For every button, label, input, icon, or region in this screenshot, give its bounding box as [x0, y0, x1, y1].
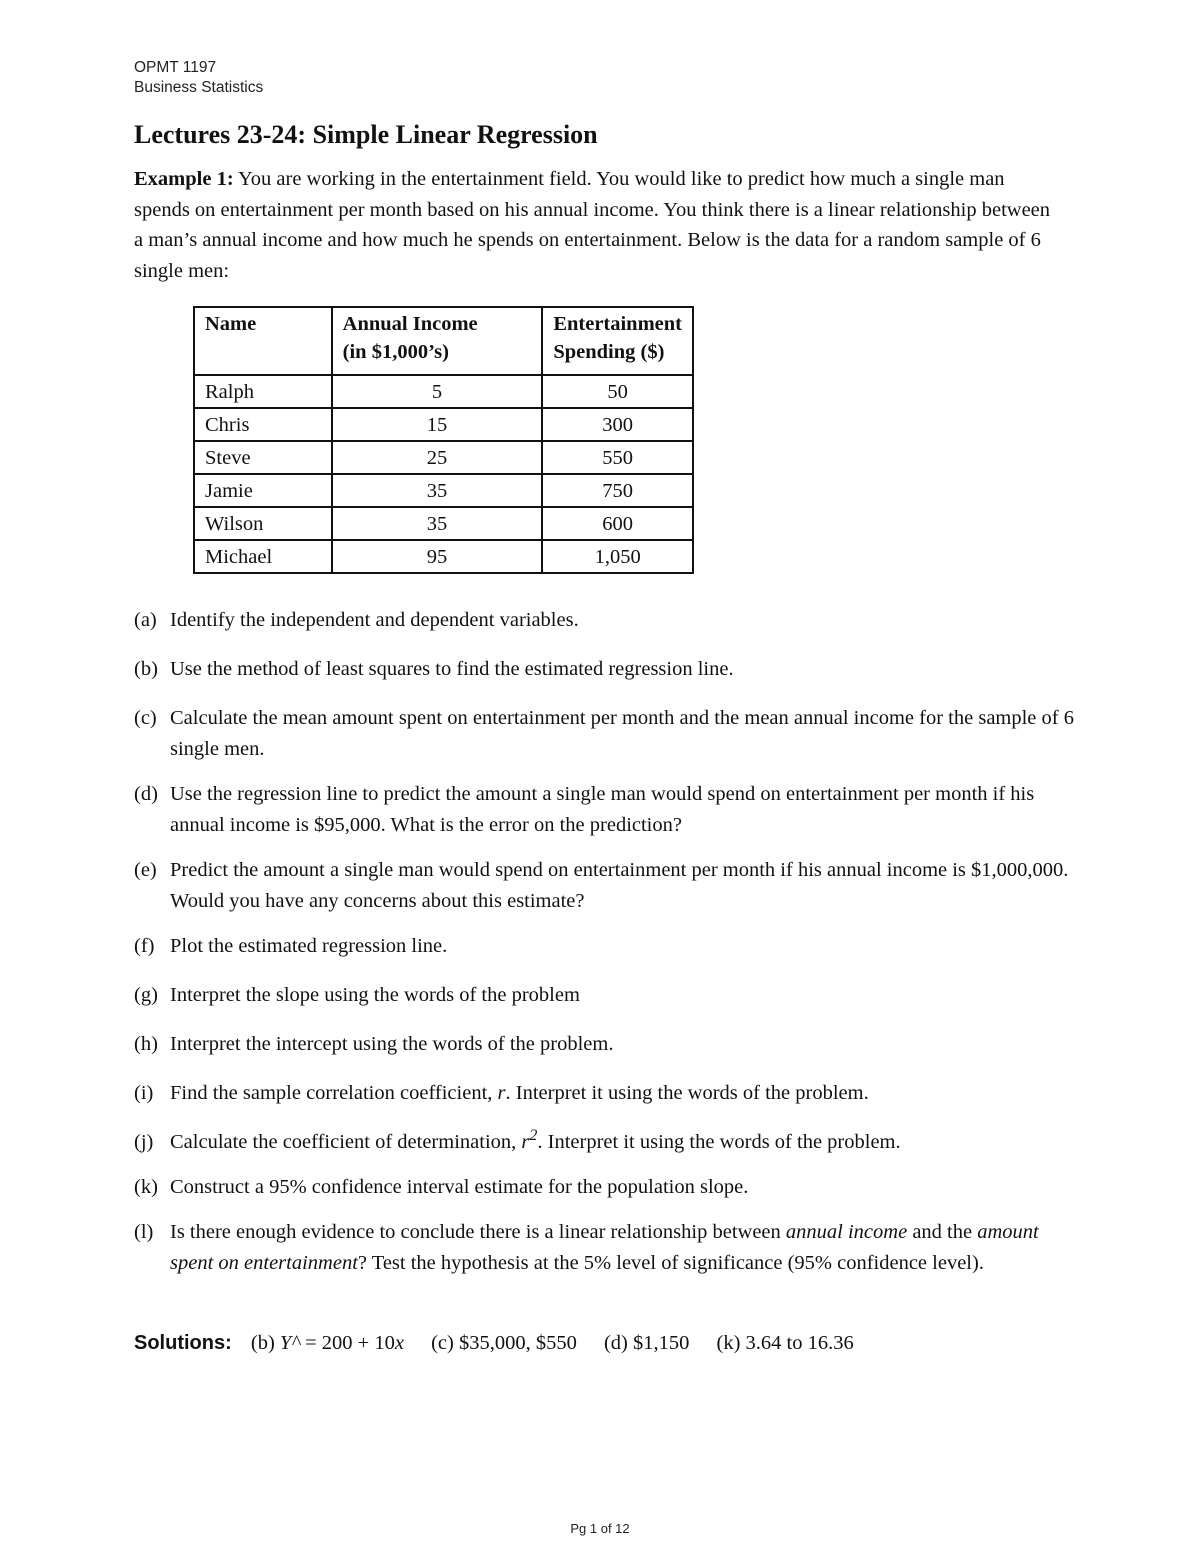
- question-l: [134, 1217, 1074, 1279]
- course-name: Business Statistics: [134, 79, 264, 96]
- header-name: Name: [194, 307, 332, 375]
- question-text: Plot the estimated regression line.: [170, 935, 448, 957]
- question-e: [134, 855, 1074, 917]
- question-k: [134, 1172, 1074, 1203]
- question-g: [134, 980, 1074, 1011]
- cell-spending: 600: [542, 507, 693, 540]
- question-label: (j): [134, 1131, 154, 1153]
- header-entertainment-spending: Entertainment Spending ($): [542, 307, 693, 375]
- question-list: [134, 605, 1074, 1297]
- question-text: Calculate the coefficient of determination, $r^2$. Interpret it using the words of the problem.: [170, 1127, 901, 1153]
- question-j: [134, 1127, 1074, 1158]
- cell-income: 95: [332, 540, 543, 573]
- variable-amount-spent: amount spent on entertainment: [170, 1221, 1039, 1274]
- cell-income: 35: [332, 507, 543, 540]
- cell-name: Wilson: [194, 507, 332, 540]
- question-f: [134, 931, 1074, 962]
- question-text: Identify the independent and dependent variables.: [170, 609, 579, 631]
- variable-r: r: [521, 1131, 530, 1153]
- variable-r: r: [497, 1082, 506, 1104]
- cell-spending: 1,050: [542, 540, 693, 573]
- question-label: (l): [134, 1221, 154, 1243]
- question-label: (a): [134, 609, 157, 631]
- variable-annual-income: annual income: [785, 1221, 908, 1243]
- question-label: (k): [134, 1176, 158, 1198]
- table-row: [194, 441, 693, 474]
- page-title: Lectures 23-24: Simple Linear Regression: [134, 120, 598, 149]
- cell-name: Michael: [194, 540, 332, 573]
- solution-d: (d) $1,150: [603, 1332, 690, 1354]
- question-a: [134, 605, 1074, 636]
- question-label: (i): [134, 1082, 154, 1104]
- solutions-line: [134, 1328, 876, 1358]
- cell-income: 25: [332, 441, 543, 474]
- question-text: Use the method of least squares to find the estimated regression line.: [170, 658, 734, 680]
- question-text: Construct a 95% confidence interval estimate for the population slope.: [170, 1176, 749, 1198]
- question-text: Interpret the intercept using the words of the problem.: [170, 1033, 614, 1055]
- example-intro: [134, 164, 1064, 286]
- question-label: (c): [134, 707, 157, 729]
- question-text: Is there enough evidence to conclude there is a linear relationship between annual income and the amount spent on entertainment? Test the hypothesis at the 5% level of significance (95% confidence level).: [170, 1221, 1039, 1274]
- table-row: [194, 474, 693, 507]
- solutions-label: Solutions:: [134, 1332, 232, 1354]
- cell-spending: 550: [542, 441, 693, 474]
- cell-income: 35: [332, 474, 543, 507]
- document-header: [134, 58, 263, 98]
- table-row: [194, 408, 693, 441]
- table-row: [194, 375, 693, 408]
- question-text: Find the sample correlation coefficient, r. Interpret it using the words of the problem.: [170, 1082, 869, 1104]
- cell-name: Steve: [194, 441, 332, 474]
- cell-name: Jamie: [194, 474, 332, 507]
- solution-b: (b) Y^ = 200 + 10x: [250, 1332, 404, 1354]
- table-row: [194, 540, 693, 573]
- question-text: Calculate the mean amount spent on entertainment per month and the mean annual income for the sample of 6 single men.: [170, 707, 1074, 760]
- cell-name: Ralph: [194, 375, 332, 408]
- cell-spending: 750: [542, 474, 693, 507]
- question-label: (d): [134, 783, 158, 805]
- example-label: Example 1:: [134, 168, 234, 190]
- superscript-2: 2: [529, 1127, 538, 1144]
- question-label: (h): [134, 1033, 158, 1055]
- table-header-row: [194, 307, 693, 375]
- question-text: Interpret the slope using the words of the problem: [170, 984, 580, 1006]
- question-label: (e): [134, 859, 157, 881]
- question-h: [134, 1029, 1074, 1060]
- question-c: [134, 703, 1074, 765]
- cell-income: 5: [332, 375, 543, 408]
- question-d: [134, 779, 1074, 841]
- cell-spending: 300: [542, 408, 693, 441]
- cell-spending: 50: [542, 375, 693, 408]
- question-label: (b): [134, 658, 158, 680]
- question-text: Predict the amount a single man would spend on entertainment per month if his annual income is $1,000,000. Would you have any concerns about this estimate?: [170, 859, 1069, 912]
- solution-c: (c) $35,000, $550: [431, 1332, 577, 1354]
- course-code: OPMT 1197: [134, 59, 217, 76]
- solution-k: (k) 3.64 to 16.36: [716, 1332, 854, 1354]
- question-text: Use the regression line to predict the amount a single man would spend on entertainment per month if his annual income is $95,000. What is the error on the prediction?: [170, 783, 1035, 836]
- page-number: Pg 1 of 12: [570, 1521, 630, 1536]
- question-i: [134, 1078, 1074, 1109]
- example-text: You are working in the entertainment field. You would like to predict how much a single man spends on entertainment per month based on his annual income. You think there is a linear relationship between a man’s annual income and how much he spends on entertainment. Below is the data for a random sample of 6 single men:: [134, 168, 1051, 282]
- table-row: [194, 507, 693, 540]
- cell-income: 15: [332, 408, 543, 441]
- question-b: [134, 654, 1074, 685]
- cell-name: Chris: [194, 408, 332, 441]
- question-label: (g): [134, 984, 158, 1006]
- data-table: [193, 306, 694, 574]
- header-annual-income: Annual Income (in $1,000’s): [332, 307, 543, 375]
- question-label: (f): [134, 935, 155, 957]
